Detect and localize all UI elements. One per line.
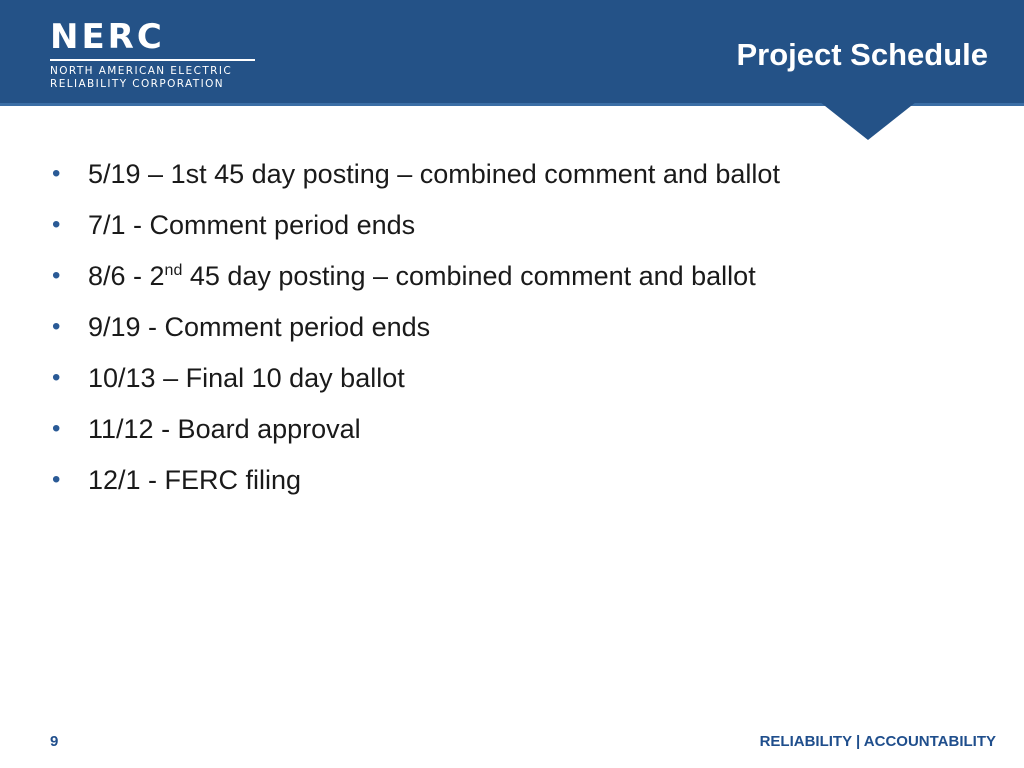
list-item [52, 254, 972, 305]
nerc-logo [50, 17, 270, 90]
list-item [52, 203, 972, 254]
bullet-icon: • [52, 466, 61, 493]
list-item-text-continued: 45 day posting – combined comment and ballot [182, 261, 756, 291]
list-item-text: 9/19 - Comment period ends [88, 312, 431, 342]
list-item-text: 8/6 - 2 [88, 261, 165, 291]
logo-wordmark: NERC [50, 17, 165, 57]
list-item-text: 11/12 - Board approval [88, 414, 361, 444]
bullet-icon: • [52, 211, 61, 238]
bullet-icon: • [52, 364, 61, 391]
page-number: 9 [50, 733, 59, 750]
bullet-icon: • [52, 160, 61, 187]
list-item-text: 12/1 - FERC filing [88, 465, 302, 495]
list-item-text: 7/1 - Comment period ends [88, 210, 416, 240]
bullet-icon: • [52, 313, 61, 340]
list-item [52, 407, 972, 458]
header-bar [0, 0, 1024, 103]
bullet-icon: • [52, 415, 61, 442]
schedule-list [52, 152, 972, 509]
logo-divider [50, 59, 255, 61]
list-item-text: 5/19 – 1st 45 day posting – combined comment and ballot [88, 159, 780, 189]
list-item [52, 356, 972, 407]
bullet-icon: • [52, 262, 61, 289]
list-item [52, 152, 972, 203]
logo-subtitle-line1: NORTH AMERICAN ELECTRIC [50, 65, 233, 77]
page-title: Project Schedule [736, 37, 988, 72]
header-notch [820, 102, 916, 140]
list-item-superscript: nd [164, 262, 183, 279]
footer-tagline: RELIABILITY | ACCOUNTABILITY [759, 733, 996, 750]
list-item [52, 305, 972, 356]
logo-subtitle-line2: RELIABILITY CORPORATION [50, 78, 225, 90]
list-item [52, 458, 972, 509]
list-item-text: 10/13 – Final 10 day ballot [88, 363, 405, 393]
